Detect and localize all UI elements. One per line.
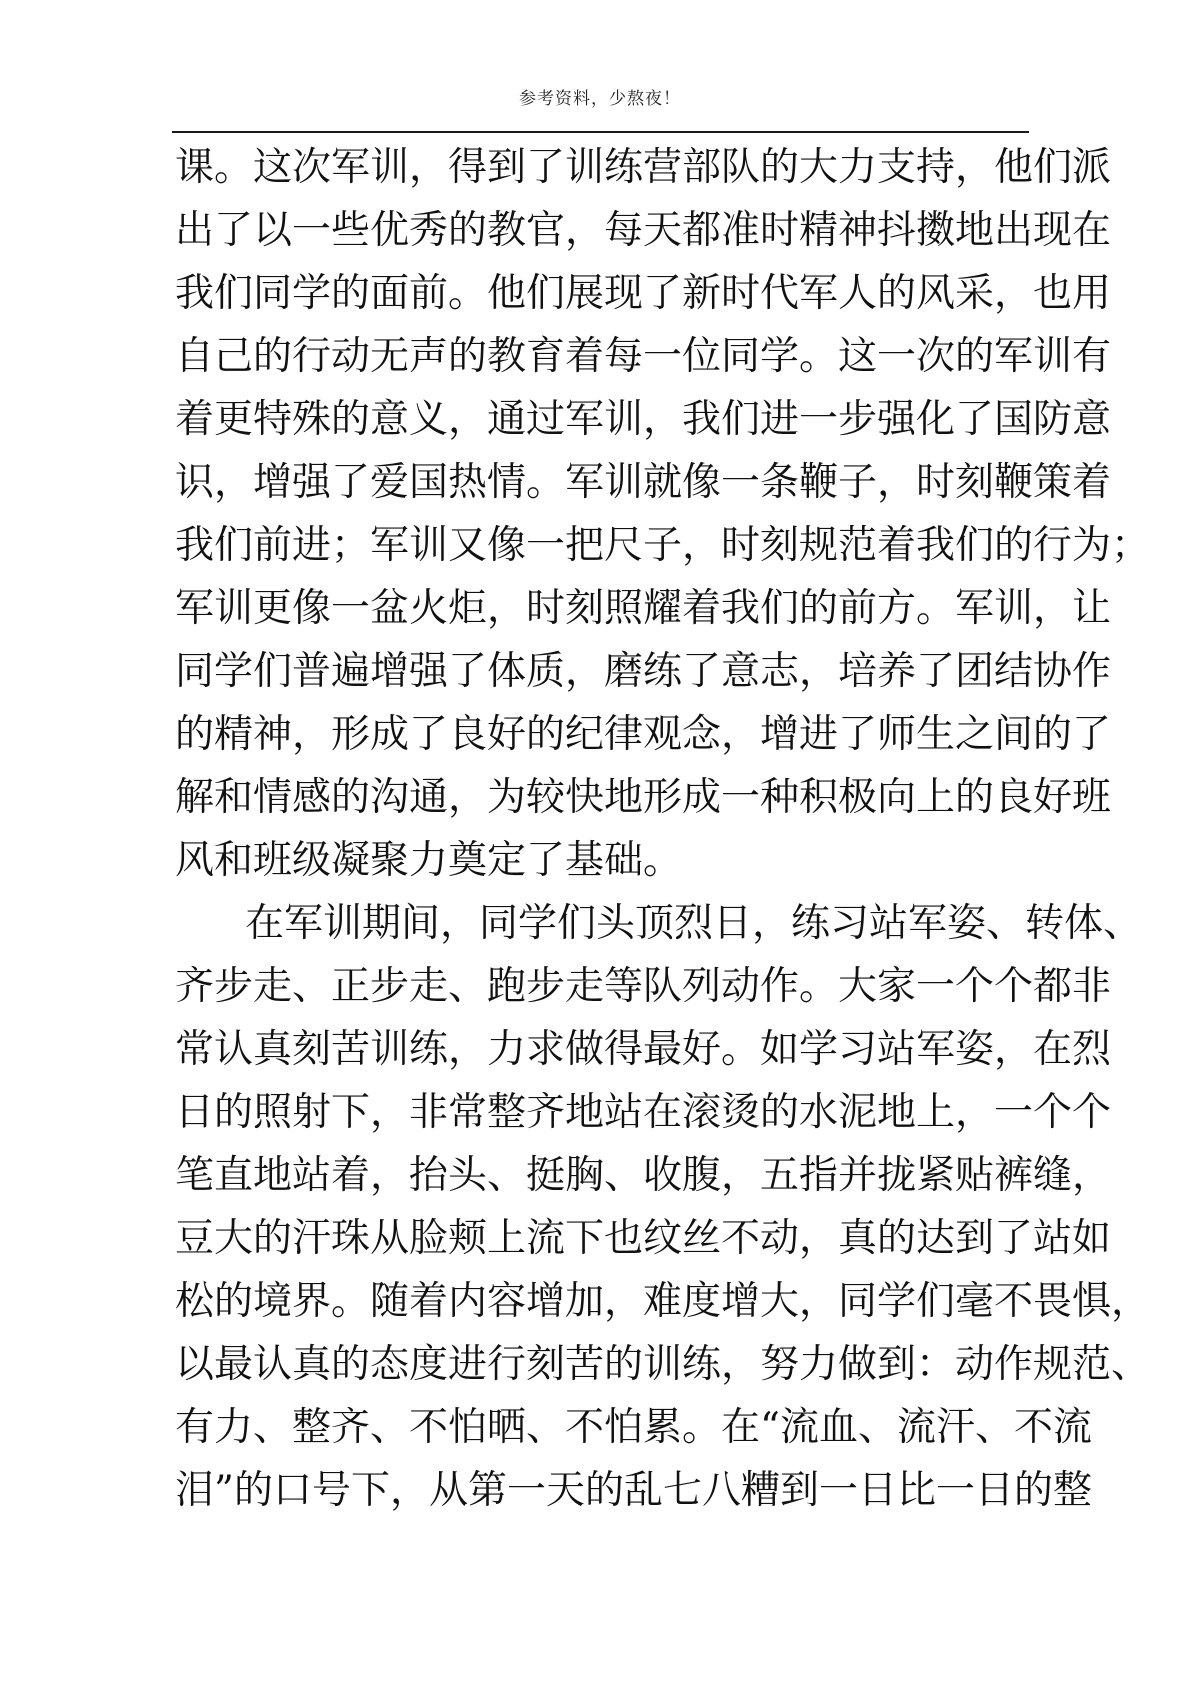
text-line: 识，增强了爱国热情。军训就像一条鞭子，时刻鞭策着 — [175, 460, 1112, 505]
text-line: 常认真刻苦训练，力求做得最好。如学习站军姿，在烈 — [175, 1027, 1112, 1072]
text-line: 在军训期间，同学们头顶烈日，练习站军姿、转体、 — [245, 901, 1143, 946]
text-line: 齐步走、正步走、跑步走等队列动作。大家一个个都非 — [175, 964, 1112, 1009]
text-line: 风和班级凝聚力奠定了基础。 — [175, 838, 683, 883]
text-line: 的精神，形成了良好的纪律观念，增进了师生之间的了 — [175, 712, 1112, 757]
text-line: 解和情感的沟通，为较快地形成一种积极向上的良好班 — [175, 775, 1112, 820]
text-line: 笔直地站着，抬头、挺胸、收腹，五指并拢紧贴裤缝， — [175, 1153, 1112, 1198]
running-header: 参考资料，少熬夜！ — [519, 89, 681, 109]
text-line: 豆大的汗珠从脸颊上流下也纹丝不动，真的达到了站如 — [175, 1216, 1112, 1261]
text-line: 我们同学的面前。他们展现了新时代军人的风采，也用 — [175, 271, 1112, 316]
text-line: 日的照射下，非常整齐地站在滚烫的水泥地上，一个个 — [175, 1090, 1112, 1135]
text-line: 着更特殊的意义，通过军训，我们进一步强化了国防意 — [175, 397, 1112, 442]
text-line: 同学们普遍增强了体质，磨练了意志，培养了团结协作 — [175, 649, 1112, 694]
text-line: 我们前进；军训又像一把尺子，时刻规范着我们的行为； — [175, 523, 1151, 568]
text-line: 出了以一些优秀的教官，每天都准时精神抖擞地出现在 — [175, 208, 1112, 253]
text-line: 以最认真的态度进行刻苦的训练，努力做到：动作规范、 — [175, 1342, 1151, 1387]
text-line: 自己的行动无声的教育着每一位同学。这一次的军训有 — [175, 334, 1112, 379]
text-line: 松的境界。随着内容增加，难度增大，同学们毫不畏惧， — [175, 1279, 1151, 1324]
text-line: 课。这次军训，得到了训练营部队的大力支持，他们派 — [175, 145, 1112, 190]
header-divider — [172, 131, 1029, 133]
body-text — [175, 136, 1151, 1522]
text-line: 有力、整齐、不怕晒、不怕累。在“流血、流汗、不流 — [175, 1405, 1092, 1450]
text-line: 军训更像一盆火炬，时刻照耀着我们的前方。军训，让 — [175, 586, 1112, 631]
text-line: 泪”的口号下，从第一天的乱七八糟到一日比一日的整 — [175, 1468, 1092, 1513]
